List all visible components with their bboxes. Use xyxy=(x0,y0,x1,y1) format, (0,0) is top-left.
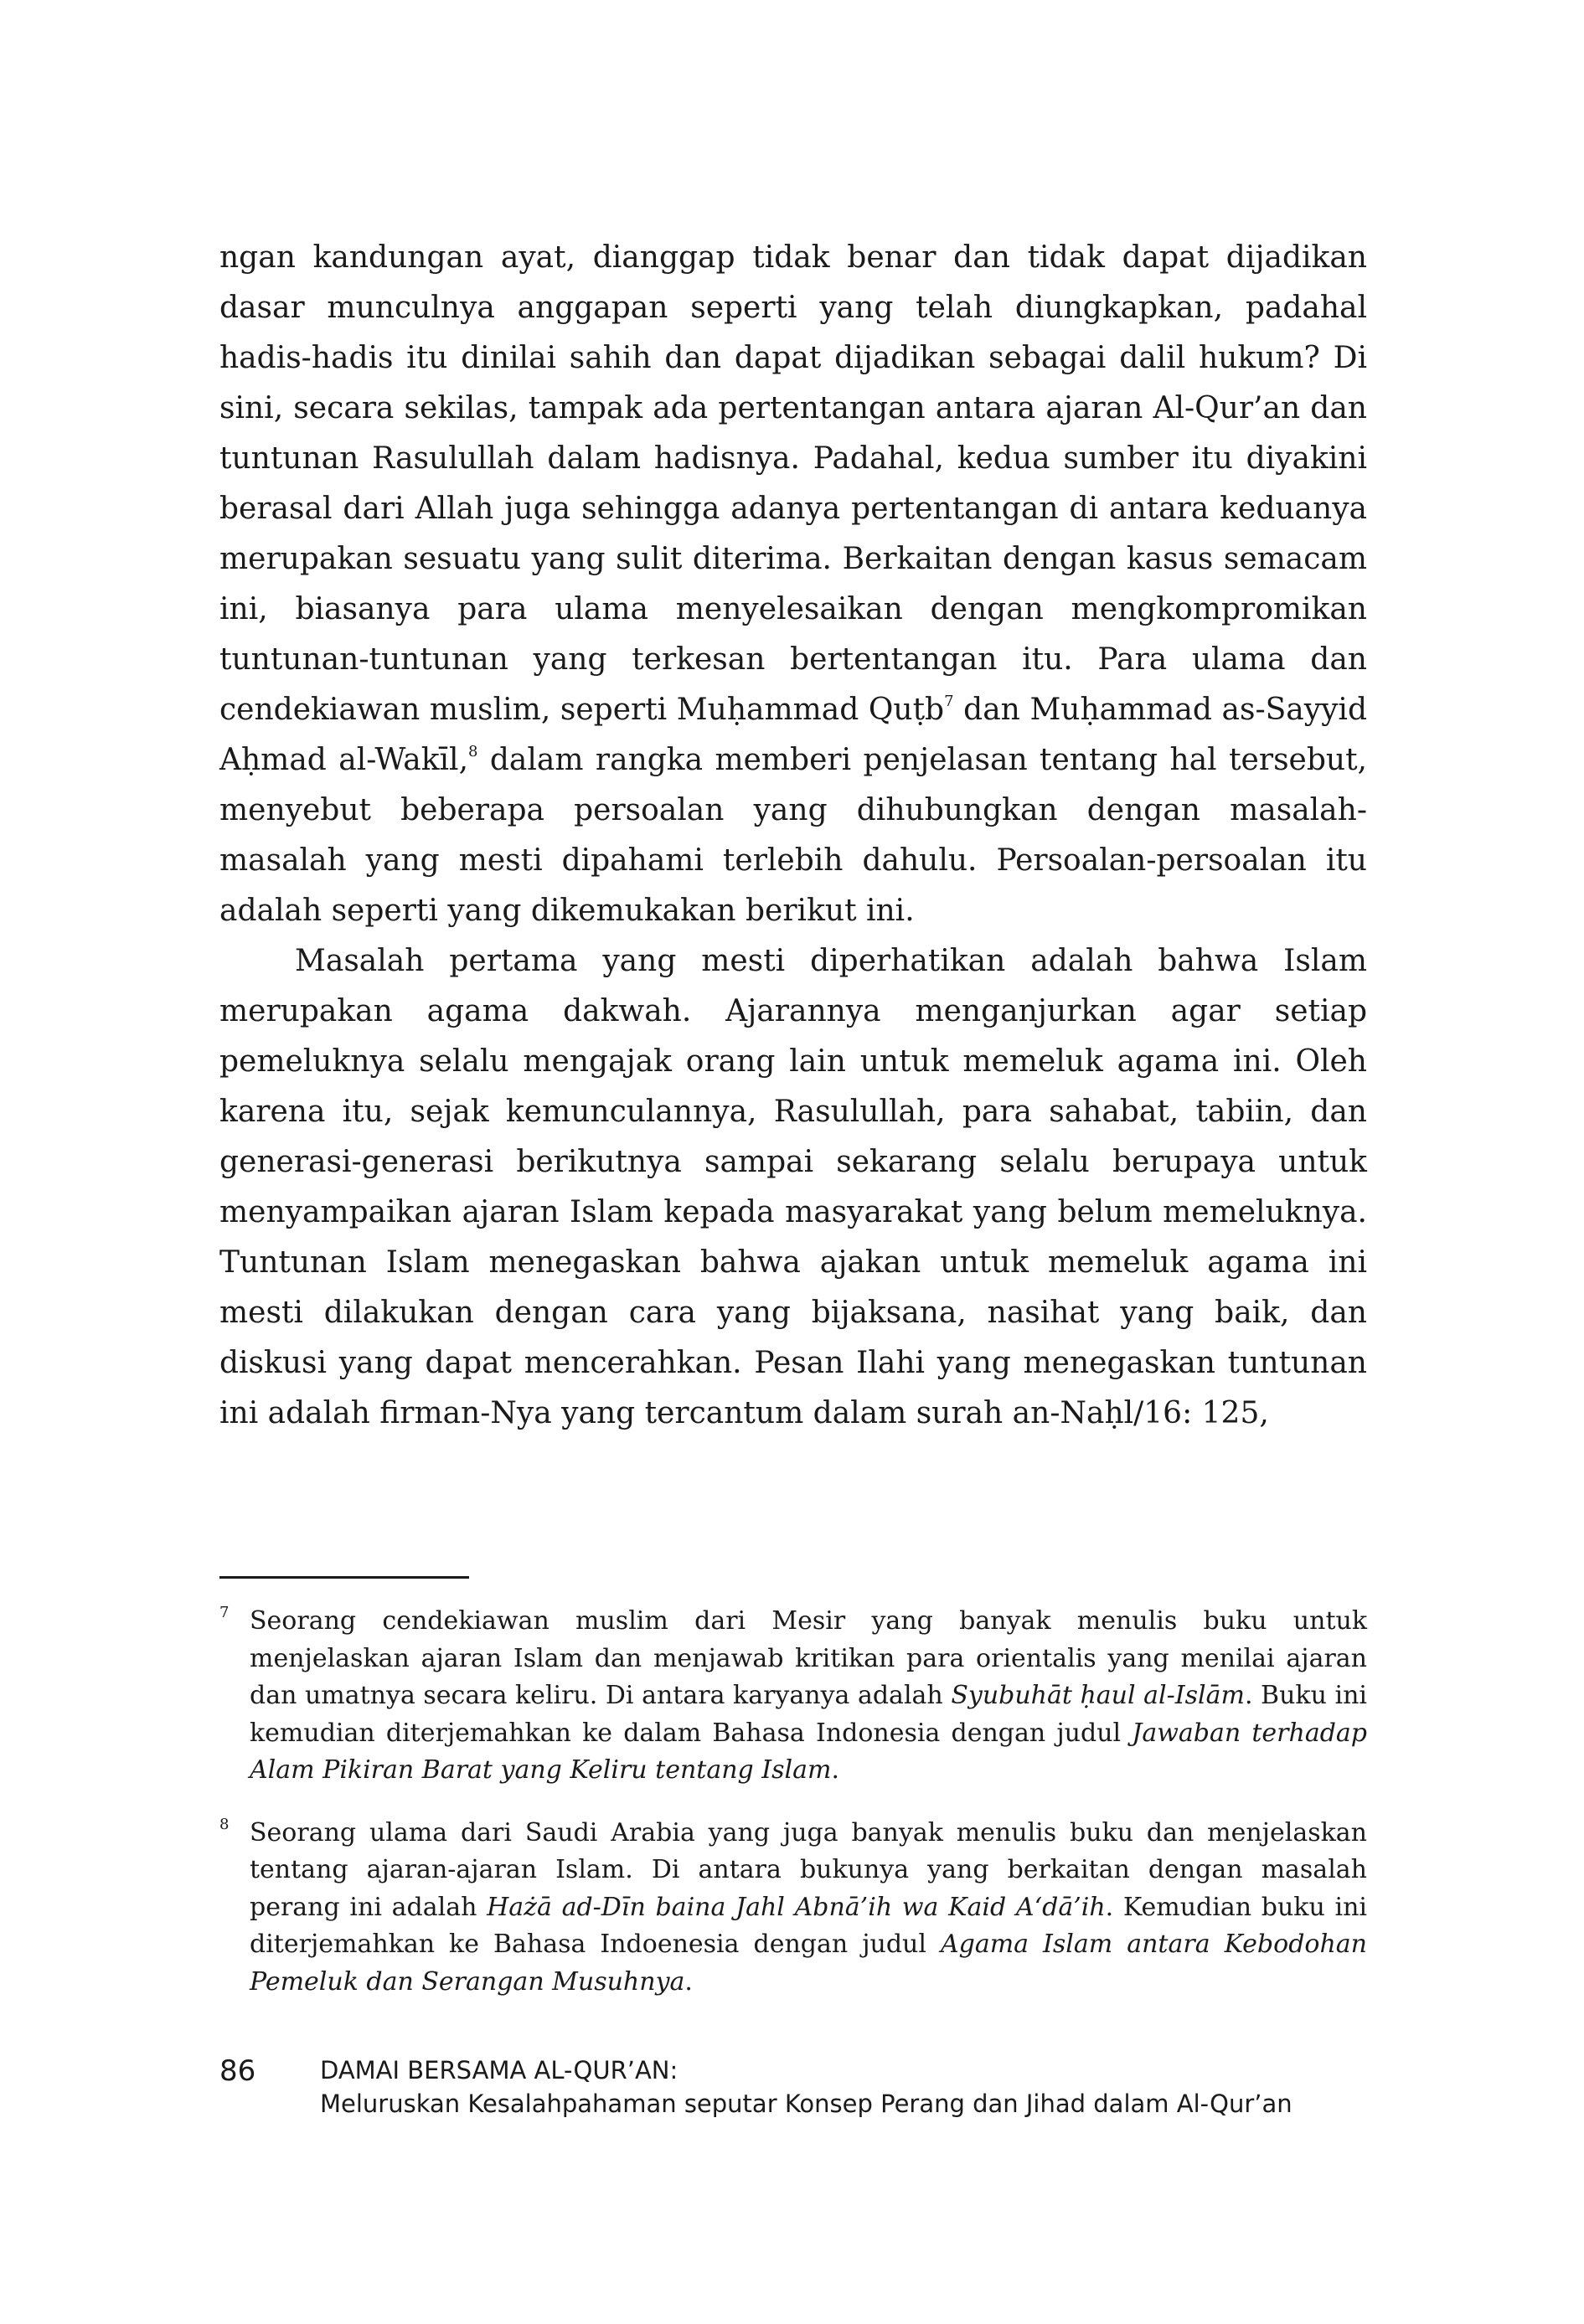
footnotes xyxy=(219,1603,1367,2001)
paragraph-1-text-c: dalam rangka memberi penjelasan tentang hal tersebut, menyebut beberapa persoalan yang dihubungkan dengan masalah-masalah yang mesti dipahami terlebih dahulu. Persoalan-persoalan itu adalah seperti yang dikemukakan berikut ini. xyxy=(219,743,1367,928)
footnote-number: 8 xyxy=(219,1815,230,1833)
book-title: DAMAI BERSAMA AL-QUR’AN: xyxy=(320,2056,678,2084)
footnote-7 xyxy=(219,1603,1367,1790)
footnote-text: . xyxy=(684,1966,693,1997)
footnote-italic-title: Hażā ad-Dīn baina Jahl Abnā’ih wa Kaid A‘dā’ih xyxy=(487,1892,1106,1922)
footnote-text: Seorang ulama dari Saudi Arabia yang juga banyak menulis buku dan menjelaskan tentang ajaran-ajaran Islam. Di antara bukunya yang berkaitan dengan masalah perang ini adalah xyxy=(250,1817,1367,1922)
footnote-number: 7 xyxy=(219,1604,230,1621)
footnote-8 xyxy=(219,1815,1367,2002)
footnote-ref-7: 7 xyxy=(944,693,954,710)
footnote-text: . Buku ini kemudian diterjemahkan ke dalam Bahasa Indonesia dengan judul xyxy=(250,1681,1367,1748)
footnote-separator xyxy=(219,1576,469,1579)
footnote-italic-title: Jawaban terhadap Alam Pikiran Barat yang Keliru tentang Islam xyxy=(250,1718,1368,1785)
main-text xyxy=(219,233,1367,1439)
paragraph-1-text-b: dan Muḥammad as-Sayyid Aḥmad al-Wakīl, xyxy=(219,693,1367,777)
footnote-text: . xyxy=(831,1755,840,1785)
page-number: 86 xyxy=(219,2054,256,2088)
paragraph-1 xyxy=(219,233,1367,936)
footnote-text: . Kemudian buku ini diterjemahkan ke Bahasa Indoenesia dengan judul xyxy=(250,1892,1367,1959)
footnote-italic-title: Agama Islam antara Kebodohan Pemeluk dan Serangan Musuhnya xyxy=(250,1930,1367,1997)
book-title-block xyxy=(320,2053,1292,2120)
paragraph-2: Masalah pertama yang mesti diperhatikan adalah bahwa Islam merupakan agama dakwah. Ajarannya menganjurkan agar setiap pemeluknya selalu mengajak orang lain untuk memeluk agama ini. Oleh karena itu, sejak kemunculannya, Rasulullah, para sahabat, tabiin, dan generasi-generasi berikutnya sampai sekarang selalu berupaya untuk menyampaikan ajaran Islam kepada masyarakat yang belum memeluknya. Tuntunan Islam menegaskan bahwa ajakan untuk memeluk agama ini mesti dilakukan dengan cara yang bijaksana, nasihat yang baik, dan diskusi yang dapat mencerahkan. Pesan Ilahi yang menegaskan tuntunan ini adalah firman-Nya yang tercantum dalam surah an-Naḥl/16: 125, xyxy=(219,944,1367,1430)
paragraph-1-text-a: ngan kandungan ayat, dianggap tidak benar dan tidak dapat dijadikan dasar munculnya anggapan seperti yang telah diungkapkan, padahal hadis-hadis itu dinilai sahih dan dapat dijadikan sebagai dalil hukum? Di sini, secara sekilas, tampak ada pertentangan antara ajaran Al-Qur’an dan tuntunan Rasulullah dalam hadisnya. Padahal, kedua sumber itu diyakini berasal dari Allah juga sehingga adanya pertentangan di antara keduanya merupakan sesuatu yang sulit diterima. Berkaitan dengan kasus semacam ini, biasanya para ulama menyelesaikan dengan mengkompromikan tuntunan-tuntunan yang terkesan bertentangan itu. Para ulama dan cendekiawan muslim, seperti Muḥammad Quṭb xyxy=(219,240,1367,727)
book-subtitle: Meluruskan Kesalahpahaman seputar Konsep Perang dan Jihad dalam Al-Qur’an xyxy=(320,2090,1292,2118)
footnote-ref-8: 8 xyxy=(468,743,478,760)
footnote-text: Seorang cendekiawan muslim dari Mesir yang banyak menulis buku untuk menjelaskan ajaran Islam dan menjawab kritikan para orientalis yang menilai ajaran dan umatnya secara keliru. Di antara karyanya adalah xyxy=(250,1606,1367,1710)
footnote-italic-title: Syubuhāt ḥaul al-Islām xyxy=(951,1681,1245,1710)
